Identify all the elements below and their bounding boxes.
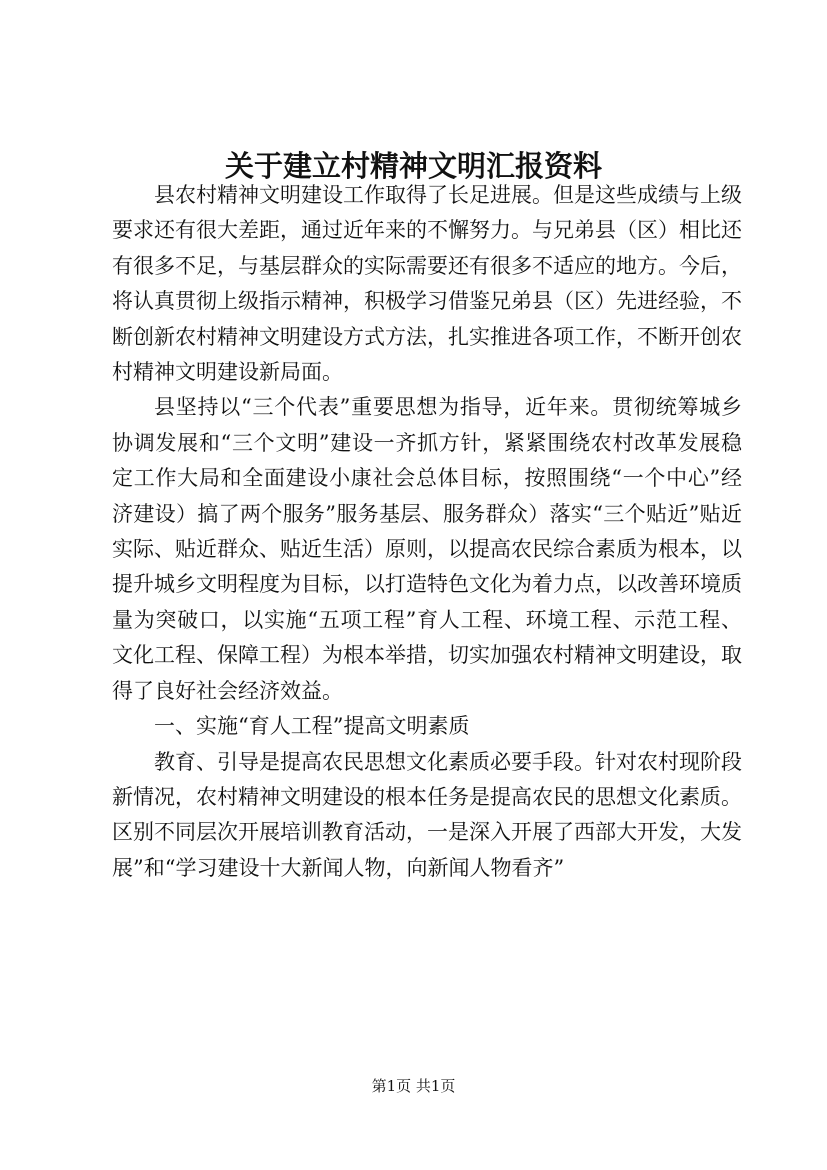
document-body [112, 178, 742, 886]
page-number-footer: 第1页 共1页 [371, 1077, 456, 1095]
paragraph-education: 教育、引导是提高农民思想文化素质必要手段。针对农村现阶段新情况，农村精神文明建设的根本任务是提高农民的思想文化素质。区别不同层次开展培训教育活动，一是深入开展了西部大开发，大发展”和“学习建设十大新闻人物，向新闻人物看齐” [112, 749, 742, 880]
section-heading-1: 一、实施“育人工程”提高文明素质 [154, 714, 470, 739]
paragraph-intro: 县农村精神文明建设工作取得了长足进展。但是这些成绩与上级要求还有很大差距，通过近年来的不懈努力。与兄弟县（区）相比还有很多不足，与基层群众的实际需要还有很多不适应的地方。今后，将认真贯彻上级指示精神，积极学习借鉴兄弟县（区）先进经验，不断创新农村精神文明建设方式方法，扎实推进各项工作，不断开创农村精神文明建设新局面。 [112, 183, 742, 385]
document-title: 关于建立村精神文明汇报资料 [224, 149, 602, 183]
paragraph-guidance: 县坚持以“三个代表”重要思想为指导，近年来。贯彻统筹城乡协调发展和“三个文明”建设一齐抓方针，紧紧围绕农村改革发展稳定工作大局和全面建设小康社会总体目标，按照围绕“一个中心”经济建设）搞了两个服务”服务基层、服务群众）落实“三个贴近”贴近实际、贴近群众、贴近生活）原则，以提高农民综合素质为根本，以提升城乡文明程度为目标，以打造特色文化为着力点，以改善环境质量为突破口，以实施“五项工程”育人工程、环境工程、示范工程、文化工程、保障工程）为根本举措，切实加强农村精神文明建设，取得了良好社会经济效益。 [112, 395, 742, 703]
